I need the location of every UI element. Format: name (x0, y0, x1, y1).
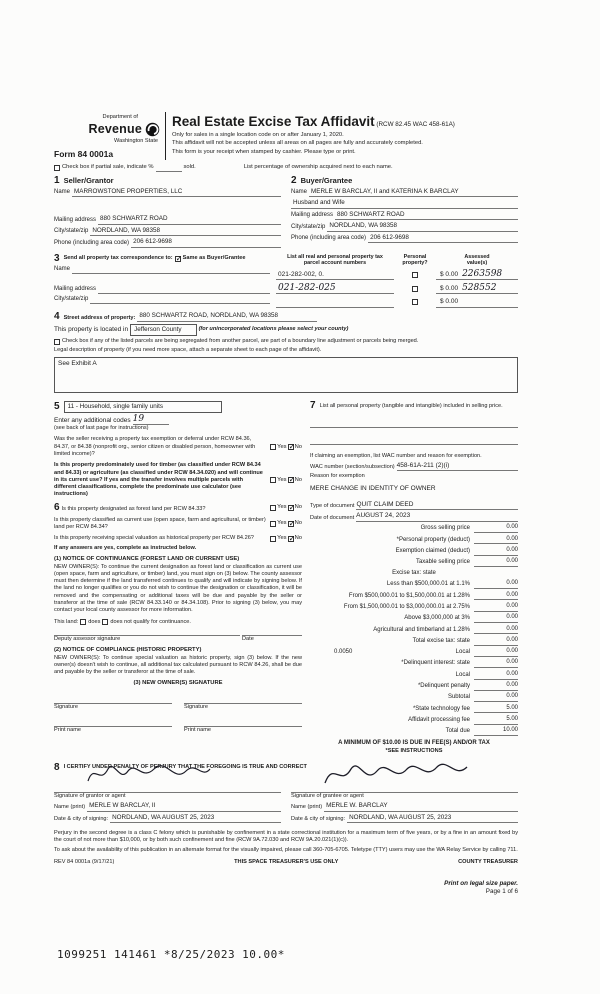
reason-for-exemption-label: Reason for exemption (310, 473, 365, 480)
delinquent-penalty-value: 0.00 (474, 682, 518, 691)
correspondence-mailing-field[interactable] (98, 286, 270, 294)
print-name-label-2: Print name (184, 727, 212, 734)
forest-question-text: Is this property designated as forest land per RCW 84.33? (61, 505, 206, 512)
subtotal-value: 0.00 (474, 693, 518, 702)
header-note-2: This affidavit will not be accepted unless all areas on all pages are fully and accurately completed. (172, 140, 423, 147)
forest-yes-label: Yes (277, 503, 287, 510)
notice1-body: NEW OWNER(S): To continue the current designation as forest land or classification as current use (open space, farm and agriculture, or timber) land, you must sign on (3) below. The county assessor must then determine if the land transferred continues to qualify and will indicate by signing below. If the land no longer qualifies or you do not wish to continue the designation or classification, it will be removed and the compensating or additional taxes will be due and payable by the seller or transferor at the time of sale (RCW 84.33.140 or 84.34.108). Prior to signing (3) below, you may contact your local county assessor for more information. (54, 563, 302, 614)
delinquent-penalty-label: *Delinquent penalty (417, 683, 470, 689)
excise-tax-state-header: Excise tax: state (392, 570, 436, 577)
personal-property-header-line1: Personal (403, 253, 427, 260)
revenue-wordmark: Revenue (88, 122, 142, 137)
print-name-label-1: Print name (54, 727, 82, 734)
form-header (54, 112, 518, 160)
notice1-title: (1) NOTICE OF CONTINUANCE (FOREST LAND OR CURRENT USE) (54, 556, 240, 563)
street-address-field[interactable] (137, 312, 317, 321)
buyer-name-value: MERLE W BARCLAY, II and KATERINA K BARCLAY (311, 187, 459, 195)
form-title: Real Estate Excise Tax Affidavit (172, 114, 375, 129)
grantor-datecity-label: Date & city of signing: (54, 815, 109, 822)
correspondence-name-label: Name (54, 265, 71, 272)
seller-mailing-value: 880 SCHWARTZ ROAD (100, 215, 168, 223)
grantor-datecity-field[interactable] (110, 814, 281, 823)
partial-sale-label: Check box if partial sale, indicate % (62, 164, 154, 171)
deferral-no-checkbox[interactable] (288, 444, 294, 450)
wac-number-label: WAC number (section/subsection) (310, 464, 395, 470)
county-treasurer-label: COUNTY TREASURER (458, 858, 518, 865)
tier1-value: 0.00 (474, 580, 518, 589)
forest-no-label: No (294, 503, 302, 510)
new-owner-signature-field-1[interactable] (54, 696, 172, 704)
seller-city-label: City/state/zip (54, 228, 89, 235)
seller-phone-value: 206 612-9698 (133, 238, 172, 246)
new-owner-printname-field-2[interactable] (184, 719, 302, 727)
grantor-printname-field[interactable] (87, 802, 281, 811)
buyer-city-label: City/state/zip (291, 223, 326, 230)
timber-no-checkbox[interactable] (288, 477, 294, 483)
deputy-assessor-label: Deputy assessor signature (54, 635, 121, 642)
ownership-percentage-note: List percentage of ownership acquired next to each name. (243, 164, 393, 171)
parcel-row-2 (276, 284, 518, 294)
seller-name-label: Name (54, 189, 71, 196)
legal-description-field[interactable] (54, 357, 518, 393)
doc-type-label: Type of document (310, 503, 355, 510)
parcel-number-field-2[interactable] (276, 284, 394, 294)
reet-affidavit-page (54, 112, 518, 897)
property-section (54, 312, 518, 393)
alt-format-statement: To ask about the availability of this publication in an alternate format for the visually impaired, please call 360-705-6705. Teletype (TTY) users may use the WA Relay Service by calling 711. (54, 846, 518, 853)
header-note-3: This form is your receipt when stamped by cashier. Please type or print. (172, 148, 356, 155)
same-as-buyer-checkbox[interactable] (175, 256, 181, 262)
deputy-date-label: Date (242, 635, 254, 642)
wac-number-field[interactable] (397, 462, 518, 471)
timber-no-label: No (294, 476, 302, 483)
rev-number: REV 84 0001a (9/17/21) (54, 858, 115, 865)
see-instructions-note: *SEE INSTRUCTIONS (385, 747, 443, 754)
tax-computation-section (310, 501, 518, 755)
additional-codes-label: Enter any additional codes (54, 416, 131, 424)
grantee-signature-label: Signature of grantee or agent (291, 793, 364, 800)
assessed-amount-1: $ 0.00 (440, 270, 459, 278)
does-label: does (88, 618, 101, 625)
parcel-header-line2: parcel account numbers (303, 259, 367, 266)
personal-property-checkbox-3[interactable] (412, 299, 418, 305)
parcel-number-field-3[interactable] (276, 299, 394, 308)
assessed-value-field-3[interactable] (436, 298, 518, 307)
doc-date-label: Date of document (310, 514, 355, 521)
partial-sale-percent-field[interactable] (156, 164, 182, 172)
county-select[interactable] (130, 324, 197, 336)
certification-statement: I CERTIFY UNDER PENALTY OF PERJURY THAT THE FOREGOING IS TRUE AND CORRECT (63, 764, 307, 771)
page-number: Page 1 of 6 (485, 888, 518, 896)
forest-question (54, 503, 266, 513)
doc-type-value: QUIT CLAIM DEED (356, 500, 414, 508)
new-owner-signature-field-2[interactable] (184, 696, 302, 704)
subtotal-label: Subtotal (447, 694, 470, 701)
tech-fee-label: *State technology fee (412, 705, 470, 712)
assessed-amount-2: $ 0.00 (440, 284, 459, 292)
historic-no-label: No (294, 535, 302, 542)
personal-property-checkbox-2[interactable] (412, 286, 418, 292)
processing-fee-value: 5.00 (474, 716, 518, 725)
gross-price-value: 0.00 (474, 524, 518, 533)
tech-fee-value: 5.00 (474, 705, 518, 714)
legal-description-value: See Exhibit A (58, 359, 97, 367)
buyer-city-field[interactable] (327, 222, 518, 231)
total-due-value: 10.00 (474, 727, 518, 736)
total-excise-state-value: 0.00 (474, 637, 518, 646)
buyer-mailing-value: 880 SCHWARTZ ROAD (337, 210, 405, 218)
section2-number: 2 (291, 174, 297, 186)
signature-label-1: Signature (54, 703, 78, 710)
correspondence-mailing-label: Mailing address (54, 285, 97, 292)
parcel-row-3 (276, 298, 518, 307)
assessed-header-line1: Assessed (464, 253, 490, 260)
deferral-question: Was the seller receiving a property tax exemption or deferral under RCW 84.36, 84.37, or 84.38 (nonprofit org., senior citizen or disabled person, homeowner with limited income)? (54, 436, 256, 457)
personal-property-label: List all personal property (tangible and intangible) included in selling price. (319, 403, 503, 410)
personal-property-section (310, 401, 518, 493)
segregated-label: Check box if any of the listed parcels are being segregated from another parcel, are part of a boundary line adjustment or parcels being merged. (62, 338, 419, 345)
washington-state-label: Washington State (114, 137, 158, 144)
seller-grantor-section (54, 176, 281, 248)
timber-yes-checkbox[interactable] (270, 477, 276, 483)
seller-mailing-label: Mailing address (54, 216, 97, 223)
does-qualify-checkbox[interactable] (80, 619, 86, 625)
buyer-name2-field[interactable] (291, 199, 518, 208)
doc-date-value: AUGUST 24, 2023 (356, 512, 411, 520)
parcel-header-line1: List all real and personal property tax (287, 253, 383, 260)
grantor-datecity-value: NORDLAND, WA AUGUST 25, 2023 (112, 813, 215, 821)
see-back-note: (see back of last page for instructions) (54, 425, 149, 432)
exemption-deduct-value: 0.00 (474, 547, 518, 556)
buyer-phone-field[interactable] (368, 234, 518, 243)
header-note-1: Only for sales in a single location code on or after January 1, 2020. (172, 131, 344, 138)
wac-number-value: 458-61A-211 (2)(i) (396, 461, 450, 469)
tier4-label: Above $3,000,000 at 3% (404, 615, 470, 622)
section1-number: 1 (54, 174, 60, 186)
county-value: Jefferson County (134, 325, 182, 333)
buyer-city-value: NORDLAND, WA 98358 (329, 222, 398, 230)
deferral-yes-checkbox[interactable] (270, 444, 276, 450)
buyer-name2-value: Husband and Wife (293, 199, 345, 207)
personal-property-header-line2: property? (402, 259, 428, 266)
local-value: 0.00 (474, 648, 518, 657)
correspondence-title: Send all property tax correspondence to: (63, 254, 173, 261)
assessed-amount-3: $ 0.00 (440, 298, 459, 306)
assessed-value-field-2[interactable] (436, 284, 518, 294)
delinquent-interest-label: *Delinquent interest: state (401, 660, 470, 667)
legal-size-note: Print on legal size paper. (444, 880, 518, 888)
segregated-checkbox[interactable] (54, 339, 60, 345)
land-use-section (54, 401, 302, 499)
if-yes-note: If any answers are yes, complete as instructed below. (54, 544, 197, 551)
gross-price-label: Gross selling price (420, 525, 470, 532)
tier2-label: From $500,000.01 to $1,500,000.01 at 1.28% (348, 592, 470, 599)
partial-sale-sold-label: sold. (183, 164, 196, 171)
local-label: Local (455, 649, 470, 656)
reason-for-exemption-value: MERE CHANGE IN IDENTITY OF OWNER (310, 484, 436, 492)
form-footer (54, 830, 518, 896)
land-use-code-select[interactable] (64, 401, 222, 413)
seller-phone-label: Phone (including area code) (54, 239, 130, 246)
notice3-title: (3) NEW OWNER(S) SIGNATURE (133, 680, 223, 687)
personal-property-field-1[interactable] (310, 420, 518, 428)
seller-name-value: MARROWSTONE PROPERTIES, LLC (74, 187, 183, 195)
tier1-label: Less than $500,000.01 at 1.1% (386, 581, 470, 588)
correspondence-city-field[interactable] (90, 296, 270, 304)
current-use-yes-checkbox[interactable] (270, 521, 276, 527)
historic-yes-checkbox[interactable] (270, 536, 276, 542)
buyer-mailing-label: Mailing address (291, 212, 334, 219)
grantor-printname-label: Name (print) (54, 804, 86, 811)
tier4-value: 0.00 (474, 614, 518, 623)
timber-question: Is this property predominately used for timber (as classified under RCW 84.34 and 84.33) or agriculture (as classified under RCW 84.34.020) and will continue in its current use? If yes and the transfer involves multiple parcels with different classifications, complete the predominate use calculator (see instructions) (54, 462, 263, 498)
legal-description-label: Legal description of property (if you need more space, attach a separate sheet to each page of the affidavit). (54, 347, 322, 354)
section1-title: Seller/Grantor (63, 176, 114, 186)
delinquent-local-label: Local (455, 671, 470, 678)
parcel-row-1 (276, 270, 518, 280)
buyer-phone-value: 206 612-9698 (370, 233, 409, 241)
buyer-grantee-section (291, 176, 518, 248)
tier3-value: 0.00 (474, 603, 518, 612)
revenue-logo-icon (145, 122, 160, 137)
seller-phone-field[interactable] (131, 238, 281, 247)
buyer-name-field[interactable] (309, 188, 518, 197)
buyer-mailing-field[interactable] (335, 211, 518, 220)
assessed-handwritten-1: 2263598 (462, 268, 503, 279)
correspondence-city-label: City/state/zip (54, 295, 89, 302)
form-title-rcw: (RCW 82.45 WAC 458-61A) (376, 121, 455, 128)
grantor-printname-value: MERLE W BARCLAY, II (89, 802, 156, 810)
personal-property-field-2[interactable] (310, 437, 518, 445)
tier2-value: 0.00 (474, 592, 518, 601)
notice2-body: NEW OWNER(S): To continue special valuation as historic property, sign (3) below. If the new owner(s) doesn't wish to continue, all additional tax calculated pursuant to RCW 84.26, shall be due and payable by the seller or transferor at the time of sale. (54, 654, 302, 676)
land-use-code-value: 11 - Household, single family units (67, 402, 163, 410)
street-address-value: 880 SCHWARTZ ROAD, NORDLAND, WA 98358 (139, 312, 279, 320)
this-land-label: This land: (54, 618, 79, 625)
cashier-stamp-line: 1099251 141461 *8/25/2023 10.00* (57, 948, 285, 961)
local-rate: 0.0050 (334, 649, 353, 656)
seller-city-value: NORDLAND, WA 98358 (92, 226, 161, 234)
grantee-printname-field[interactable] (324, 802, 518, 811)
processing-fee-label: Affidavit processing fee (408, 716, 470, 723)
same-as-buyer-label: Same as Buyer/Grantee (182, 254, 246, 261)
current-use-yes-label: Yes (277, 520, 287, 527)
doc-date-field[interactable] (356, 512, 518, 521)
grantor-signature-ink (84, 759, 214, 787)
delinquent-local-value: 0.00 (474, 671, 518, 680)
form-number: Form 84 0001a (54, 148, 114, 159)
grantor-signature-label: Signature of grantor or agent (54, 793, 126, 800)
grantee-datecity-field[interactable] (347, 814, 518, 823)
dor-logo-block (54, 112, 166, 160)
personal-deduct-label: *Personal property (deduct) (396, 536, 470, 543)
agricultural-value: 0.00 (474, 626, 518, 635)
deputy-assessor-signature-field[interactable] (54, 628, 240, 636)
section7-number: 7 (310, 399, 316, 411)
forest-land-section (54, 503, 302, 735)
total-excise-state-label: Total excise tax: state (412, 637, 470, 644)
additional-codes-value: 19 (132, 413, 145, 424)
parcel-table (276, 254, 518, 308)
minimum-due-note: A MINIMUM OF $10.00 IS DUE IN FEE(S) AND/OR TAX (338, 739, 490, 746)
seller-name-field[interactable] (72, 188, 281, 197)
exemption-deduct-label: Exemption claimed (deduct) (395, 547, 470, 554)
taxable-price-label: Taxable selling price (415, 559, 470, 566)
located-in-label: This property is located in (54, 325, 129, 333)
does-not-qualify-checkbox[interactable] (102, 619, 108, 625)
grantee-signature-ink (321, 759, 471, 789)
additional-codes-field[interactable] (133, 415, 169, 425)
parcel-number-field-1[interactable] (276, 271, 394, 280)
deferral-yes-label: Yes (277, 443, 287, 450)
section5-number: 5 (54, 400, 60, 412)
parcel-number-1: 021-282-002, 0. (278, 270, 324, 278)
partial-sale-checkbox[interactable] (54, 165, 60, 171)
section6-number: 6 (54, 501, 60, 513)
deferral-no-label: No (294, 443, 302, 450)
section4-number: 4 (54, 310, 60, 322)
correspondence-name-field[interactable] (72, 266, 270, 274)
notice2-title: (2) NOTICE OF COMPLIANCE (HISTORIC PROPERTY) (54, 647, 202, 654)
buyer-name-label: Name (291, 189, 308, 196)
new-owner-printname-field-1[interactable] (54, 719, 172, 727)
section2-title: Buyer/Grantee (300, 176, 353, 186)
buyer-phone-label: Phone (including area code) (291, 235, 367, 242)
section8-number: 8 (54, 762, 60, 774)
street-address-label: Street address of property: (63, 314, 136, 321)
grantee-datecity-value: NORDLAND, WA AUGUST 25, 2023 (349, 813, 452, 821)
correspondence-section (54, 254, 518, 308)
historic-no-checkbox[interactable] (288, 536, 294, 542)
personal-deduct-value: 0.00 (474, 536, 518, 545)
current-use-no-label: No (294, 520, 302, 527)
seller-city-field[interactable] (90, 227, 281, 236)
historic-question: Is this property receiving special valuation as historical property per RCW 84.26? (54, 535, 254, 542)
does-not-label: does not qualify for continuance. (110, 618, 191, 625)
treasurer-space-label: THIS SPACE TREASURER'S USE ONLY (234, 858, 339, 865)
perjury-statement: Perjury in the second degree is a class C felony which is punishable by confinement in a state correctional institution for a maximum term of five years, or by a fine in an amount fixed by the court of not more than $10,000, or by both such confinement and fine (RCW 9A.72.030 and RCW 9A.20.021(1)(c)). (54, 830, 518, 844)
historic-yes-label: Yes (277, 535, 287, 542)
unincorporated-note: (for unincorporated locations please select your county) (198, 326, 349, 333)
current-use-question: Is this property classified as current use (open space, farm and agricultural, or timber) land per RCW 84.34? (54, 516, 266, 531)
forest-no-checkbox[interactable] (288, 505, 294, 511)
seller-mailing-field[interactable] (98, 215, 281, 224)
personal-property-checkbox-1[interactable] (412, 272, 418, 278)
exemption-note: If claiming an exemption, list WAC number and reason for exemption. (310, 452, 482, 459)
taxable-price-value: 0.00 (474, 558, 518, 567)
assessed-handwritten-2: 528552 (462, 283, 497, 294)
grantee-datecity-label: Date & city of signing: (291, 815, 346, 822)
department-of-label: Department of (102, 114, 138, 120)
delinquent-interest-value: 0.00 (474, 659, 518, 668)
tier3-label: From $1,500,000.01 to $3,000,000.01 at 2.75% (343, 603, 470, 610)
agricultural-label: Agricultural and timberland at 1.28% (373, 626, 470, 633)
partial-sale-row (54, 164, 518, 172)
grantee-printname-value: MERLE W. BARCLAY (326, 802, 388, 810)
signature-label-2: Signature (184, 703, 208, 710)
assessed-header-line2: value(s) (466, 259, 488, 266)
assessed-value-field-1[interactable] (436, 270, 518, 280)
timber-yes-label: Yes (277, 476, 287, 483)
total-due-label: Total due (445, 728, 470, 735)
parcel-number-2: 021-282-025 (278, 282, 336, 293)
forest-yes-checkbox[interactable] (270, 505, 276, 511)
certification-section (54, 763, 518, 823)
doc-type-field[interactable] (356, 501, 518, 510)
grantee-printname-label: Name (print) (291, 804, 323, 811)
deputy-date-field[interactable] (242, 628, 302, 636)
current-use-no-checkbox[interactable] (288, 521, 294, 527)
section3-number: 3 (54, 252, 60, 264)
